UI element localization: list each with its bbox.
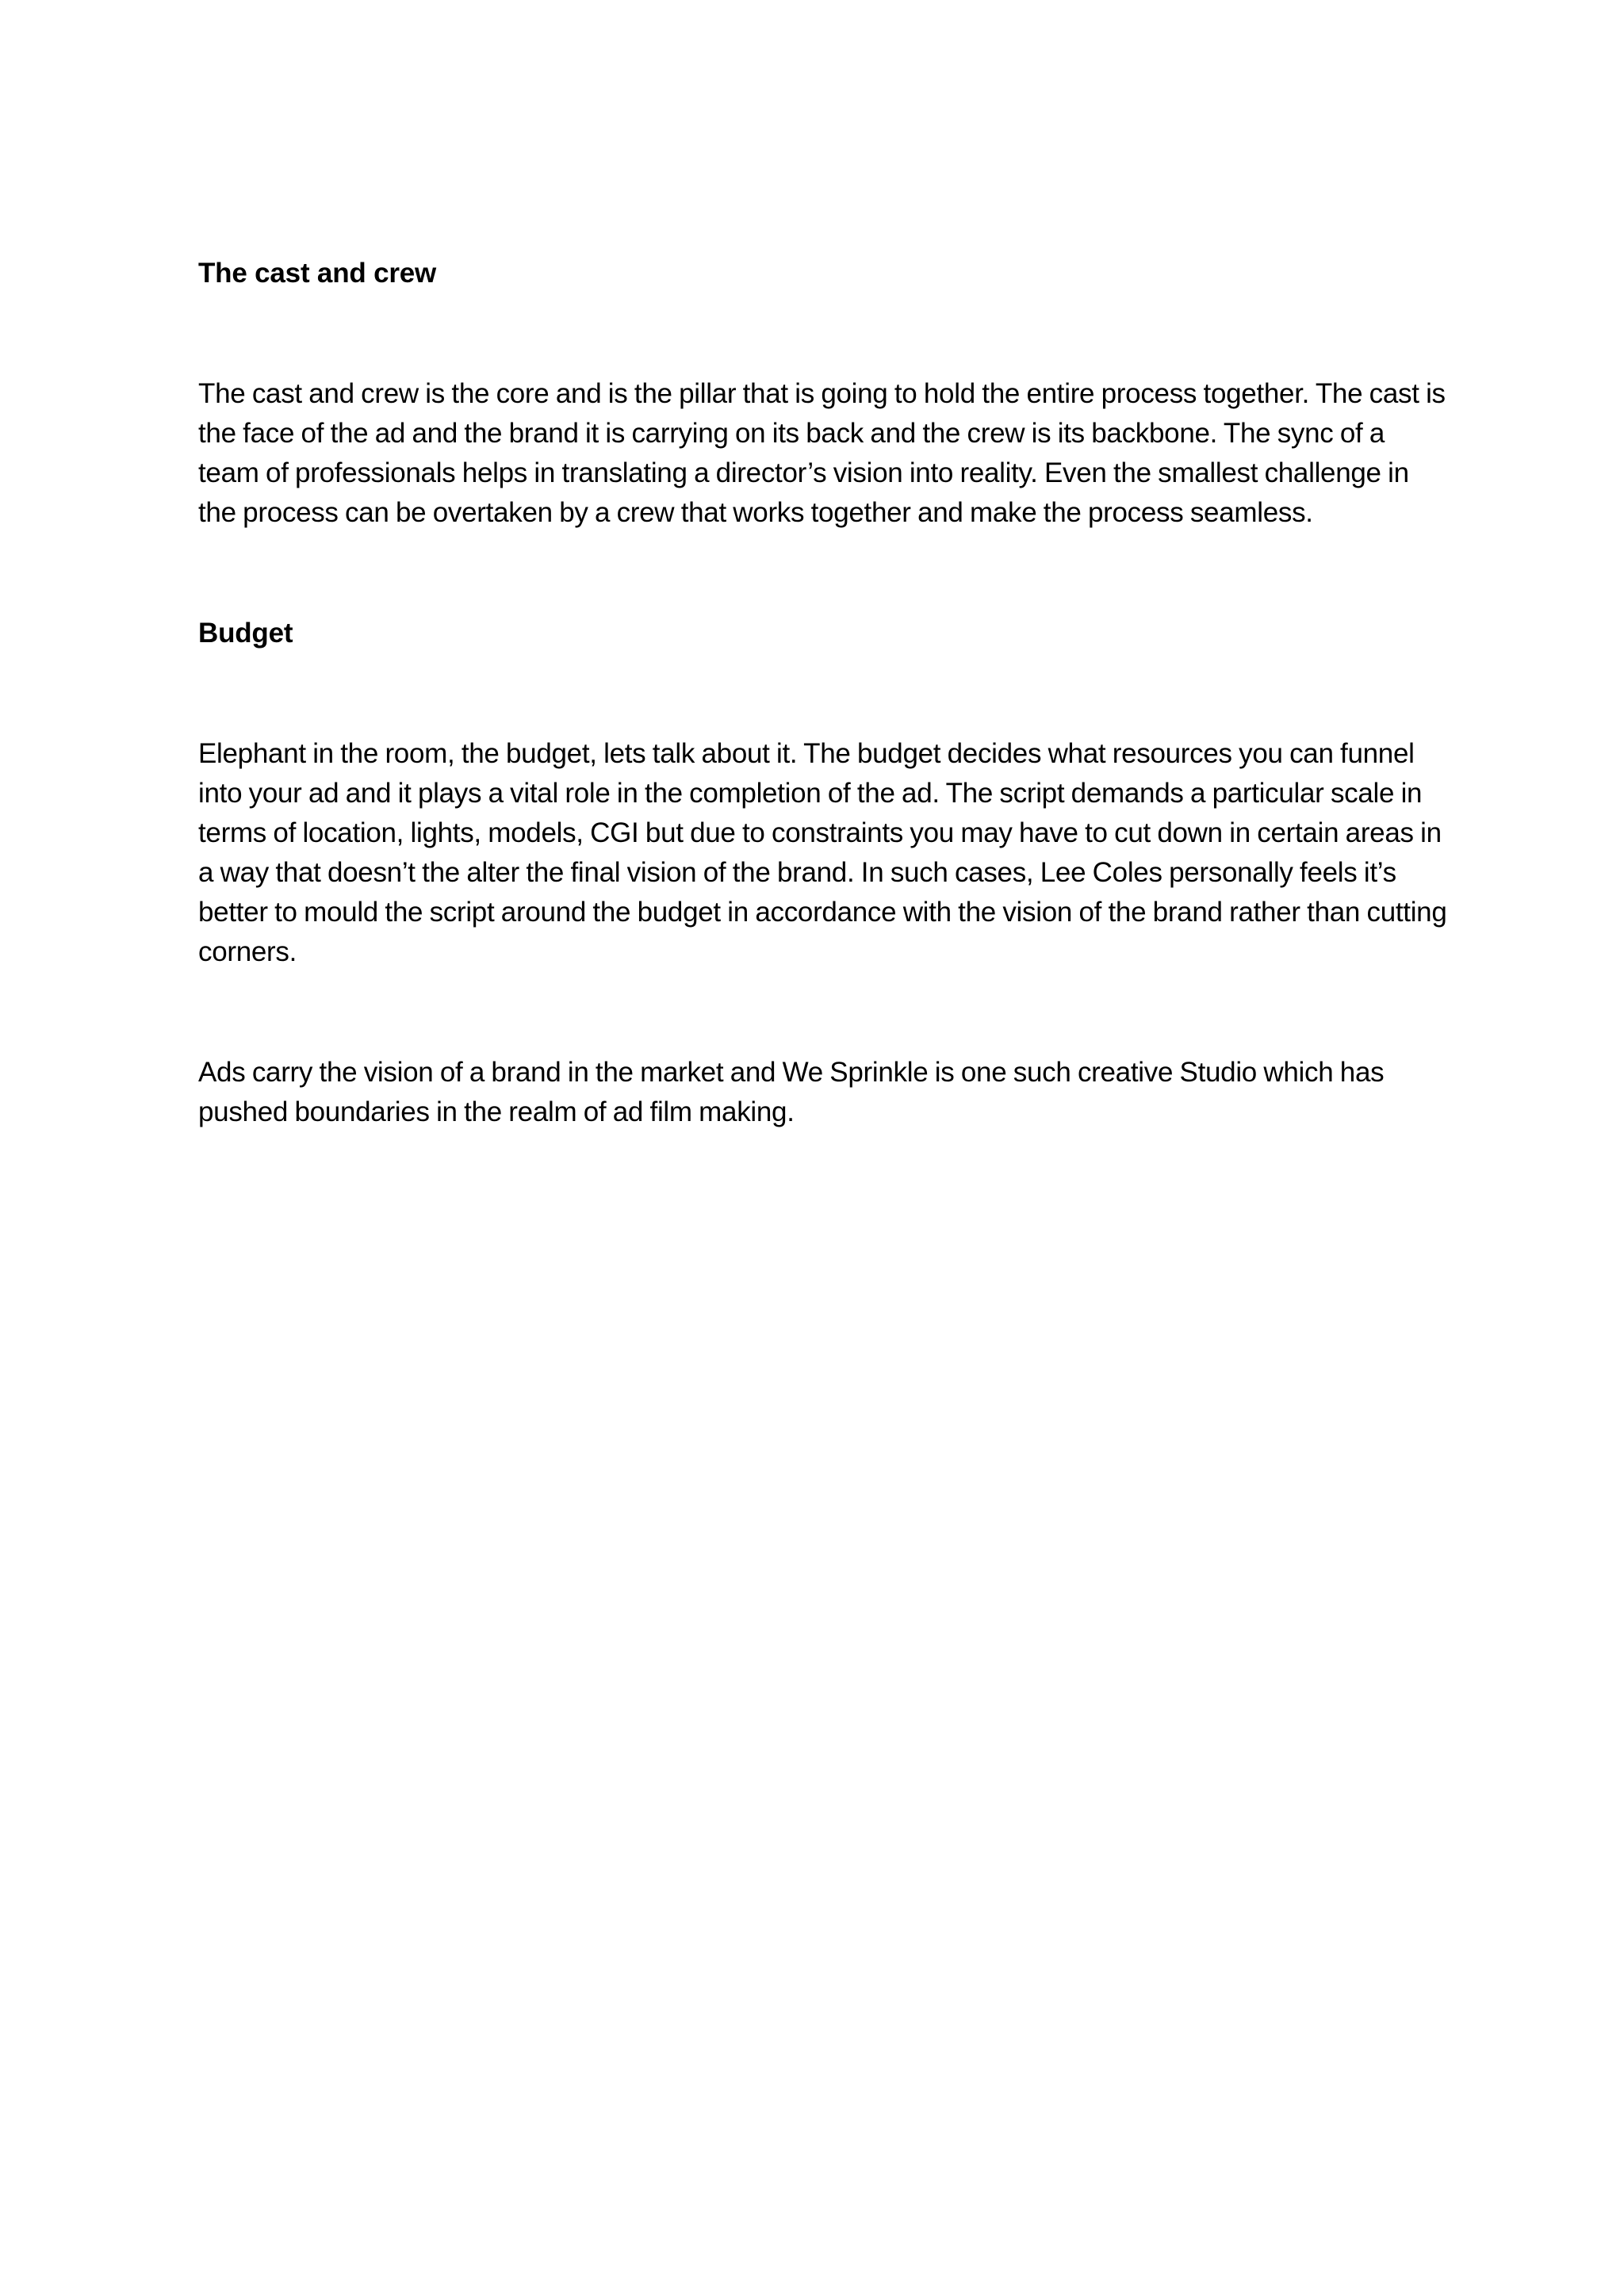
section-heading-budget: Budget bbox=[198, 618, 293, 649]
document-body bbox=[198, 254, 1451, 1132]
paragraph-budget: Elephant in the room, the budget, lets talk about it. The budget decides what resources you can funnel into your ad and it plays a vital role in the completion of the ad. The script demands a particular scale in terms of location, lights, models, CGI but due to constraints you may have to cut down in certain areas in a way that doesn’t the alter the final vision of the brand. In such cases, Lee Coles personally feels it’s better to mould the script around the budget in accordance with the vision of the brand rather than cutting corners. bbox=[198, 738, 1447, 967]
section-heading-cast-and-crew: The cast and crew bbox=[198, 258, 437, 289]
paragraph-cast-and-crew: The cast and crew is the core and is the pillar that is going to hold the entire process together. The cast is the face of the ad and the brand it is carrying on its back and the crew is its backbone. The sync of a team of professionals helps in translating a director’s vision into reality. Even the smallest challenge in the process can be overtaken by a crew that works together and make the process seamless. bbox=[198, 378, 1446, 528]
paragraph-closing: Ads carry the vision of a brand in the market and We Sprinkle is one such creative Studio which has pushed boundaries in the realm of ad film making. bbox=[198, 1057, 1385, 1127]
